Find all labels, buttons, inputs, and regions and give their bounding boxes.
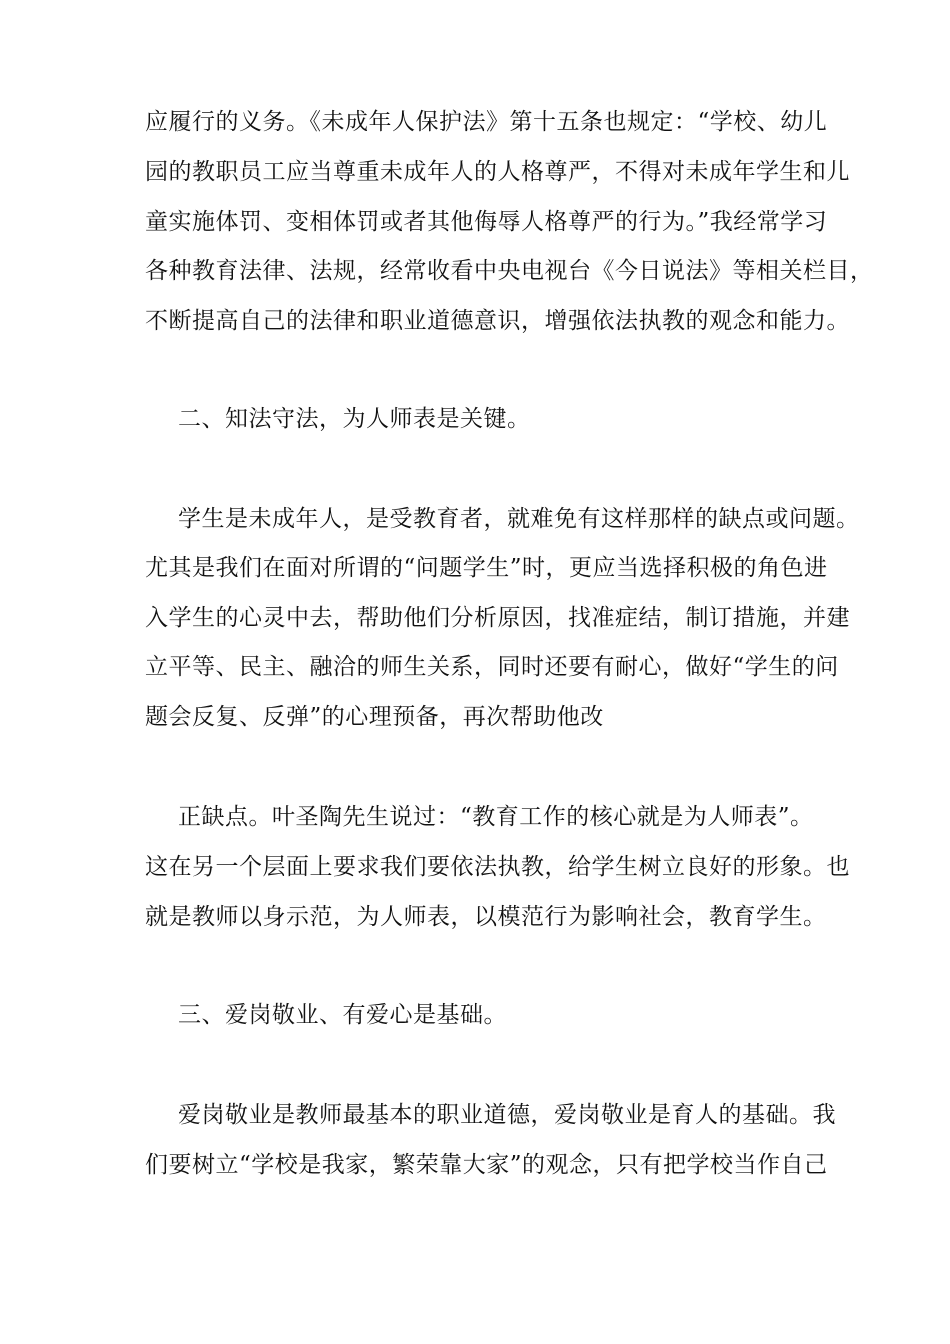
paragraph-line: 正缺点。叶圣陶先生说过：“教育工作的核心就是为人师表”。 [178,804,814,830]
paragraph-line: 就是教师以身示范，为人师表，以模范行为影响社会，教育学生。 [145,904,827,930]
paragraph-line: 不断提高自己的法律和职业道德意识，增强依法执教的观念和能力。 [145,308,850,334]
paragraph-line: 园的教职员工应当尊重未成年人的人格尊严，不得对未成年学生和儿 [145,159,850,185]
paragraph-line: 题会反复、反弹”的心理预备，再次帮助他改 [145,704,604,730]
paragraph-line: 爱岗敬业是教师最基本的职业道德，爱岗敬业是育人的基础。我 [178,1102,836,1128]
paragraph-line: 立平等、民主、融洽的师生关系，同时还要有耐心，做好“学生的问 [145,654,839,680]
paragraph-line: 应履行的义务。《未成年人保护法》第十五条也规定：“学校、幼儿 [145,109,828,135]
paragraph-line: 尤其是我们在面对所谓的“问题学生”时，更应当选择积极的角色进 [145,555,828,581]
paragraph-line: 各种教育法律、法规，经常收看中央电视台《今日说法》等相关栏目， [145,258,874,284]
section-heading: 二、知法守法，为人师表是关键。 [178,406,531,432]
paragraph-line: 入学生的心灵中去，帮助他们分析原因，找准症结，制订措施，并建 [145,605,850,631]
paragraph-line: 这在另一个层面上要求我们要依法执教，给学生树立良好的形象。也 [145,854,850,880]
paragraph-line: 们要树立“学校是我家，繁荣靠大家”的观念，只有把学校当作自己 [145,1152,828,1178]
paragraph-line: 学生是未成年人，是受教育者，就难免有这样那样的缺点或问题。 [178,506,860,532]
section-heading: 三、爱岗敬业、有爱心是基础。 [178,1002,507,1028]
paragraph-line: 童实施体罚、变相体罚或者其他侮辱人格尊严的行为。”我经常学习 [145,209,828,235]
